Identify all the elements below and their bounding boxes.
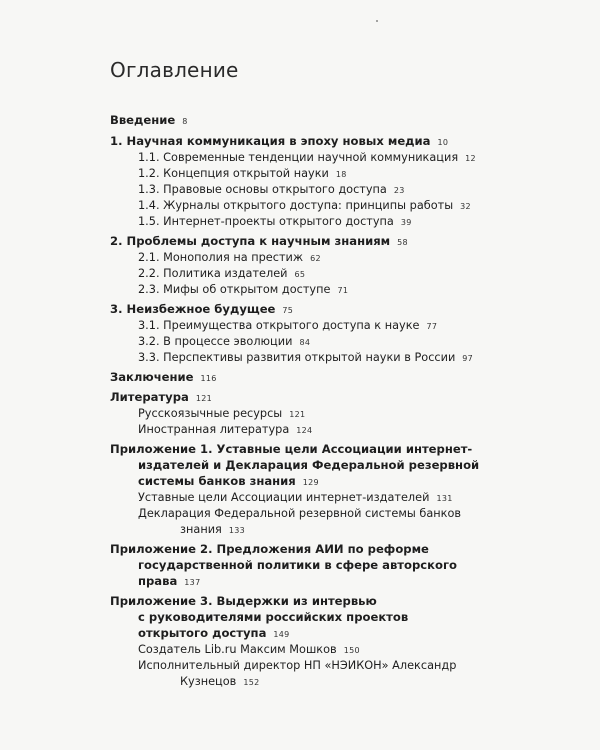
page-number: 32 <box>460 202 471 211</box>
page-number: 121 <box>195 394 213 403</box>
toc-entry: 1.4. Журналы открытого доступа: принципы работы 32 <box>138 199 471 212</box>
page-number: 65 <box>294 270 306 279</box>
page-number: 10 <box>437 138 449 147</box>
toc-entry: Литература 121 <box>110 390 213 404</box>
toc-entry-continuation: государственной политики в сфере авторского <box>138 558 458 572</box>
toc-entry: 1.1. Современные тенденции научной коммуникация 12 <box>138 151 476 164</box>
page-number: 84 <box>299 338 311 347</box>
toc-entry: 2.3. Мифы об открытом доступе 71 <box>138 283 349 296</box>
page-number: 116 <box>200 374 217 383</box>
toc-entry: Русскоязычные ресурсы 121 <box>138 407 306 420</box>
toc-entry: 2.2. Политика издателей 65 <box>138 267 306 280</box>
page-number: 121 <box>289 410 306 419</box>
page-number: 137 <box>184 578 201 587</box>
toc-entry: Создатель Lib.ru Максим Мошков 150 <box>138 643 360 656</box>
toc-entry: 1.3. Правовые основы открытого доступа 23 <box>138 183 405 196</box>
page-number: 12 <box>465 154 476 163</box>
toc-entry: Уставные цели Ассоциации интернет-издателей 131 <box>138 491 453 504</box>
toc-entry: 2.1. Монополия на престиж 62 <box>138 251 321 264</box>
toc-entry: 1. Научная коммуникация в эпоху новых медиа 10 <box>110 134 449 148</box>
page-number: 62 <box>310 254 321 263</box>
toc-entry-continuation: издателей и Декларация Федеральной резервной <box>138 458 480 472</box>
toc-entry: 3.3. Перспективы развития открытой науки в России 97 <box>138 351 474 364</box>
page-title: Оглавление <box>110 58 239 82</box>
toc-entry: Заключение 116 <box>110 370 217 384</box>
page-number: 129 <box>302 478 319 487</box>
toc-entry: Приложение 3. Выдержки из интервью <box>110 594 377 608</box>
page-number: 23 <box>393 186 405 195</box>
toc-entry: Введение 8 <box>110 113 188 127</box>
toc-entry-continuation: Кузнецов 152 <box>180 675 260 688</box>
page-number: 77 <box>426 322 438 331</box>
toc-entry-continuation: права 137 <box>138 574 201 588</box>
toc-entry: Декларация Федеральной резервной системы банков <box>138 507 462 520</box>
toc-entry: Иностранная литература 124 <box>138 423 313 436</box>
page-number: 152 <box>243 678 260 687</box>
toc-entry-continuation: системы банков знания 129 <box>138 474 319 488</box>
page-number: 124 <box>296 426 313 435</box>
page-number: 131 <box>436 494 453 503</box>
toc-entry-continuation: открытого доступа 149 <box>138 626 290 640</box>
toc-entry: 3. Неизбежное будущее 75 <box>110 302 294 316</box>
page-number: 71 <box>337 286 349 295</box>
toc-entry-continuation: с руководителями российских проектов <box>138 610 409 624</box>
page-number: 75 <box>282 306 294 315</box>
toc-entry-continuation: знания 133 <box>180 523 246 536</box>
page-number: 18 <box>335 170 347 179</box>
page-number: 150 <box>343 646 360 655</box>
page-number: 58 <box>397 238 408 247</box>
toc-entry: 3.1. Преимущества открытого доступа к науке 77 <box>138 319 438 332</box>
page-number: 8 <box>182 117 188 126</box>
toc-entry: 1.2. Концепция открытой науки 18 <box>138 167 347 180</box>
page-number: 97 <box>462 354 474 363</box>
page-number: 39 <box>400 218 412 227</box>
toc-entry: Исполнительный директор НП «НЭИКОН» Александр <box>138 659 457 672</box>
toc-entry: 2. Проблемы доступа к научным знаниям 58 <box>110 234 408 248</box>
page-number: 149 <box>273 630 290 639</box>
toc-entry: 3.2. В процессе эволюции 84 <box>138 335 311 348</box>
toc-entry: Приложение 1. Уставные цели Ассоциации интернет- <box>110 442 473 456</box>
toc-entry: Приложение 2. Предложения АИИ по реформе <box>110 542 429 556</box>
toc-entry: 1.5. Интернет-проекты открытого доступа 39 <box>138 215 412 228</box>
page-number: 133 <box>228 526 246 535</box>
speck <box>376 20 378 22</box>
